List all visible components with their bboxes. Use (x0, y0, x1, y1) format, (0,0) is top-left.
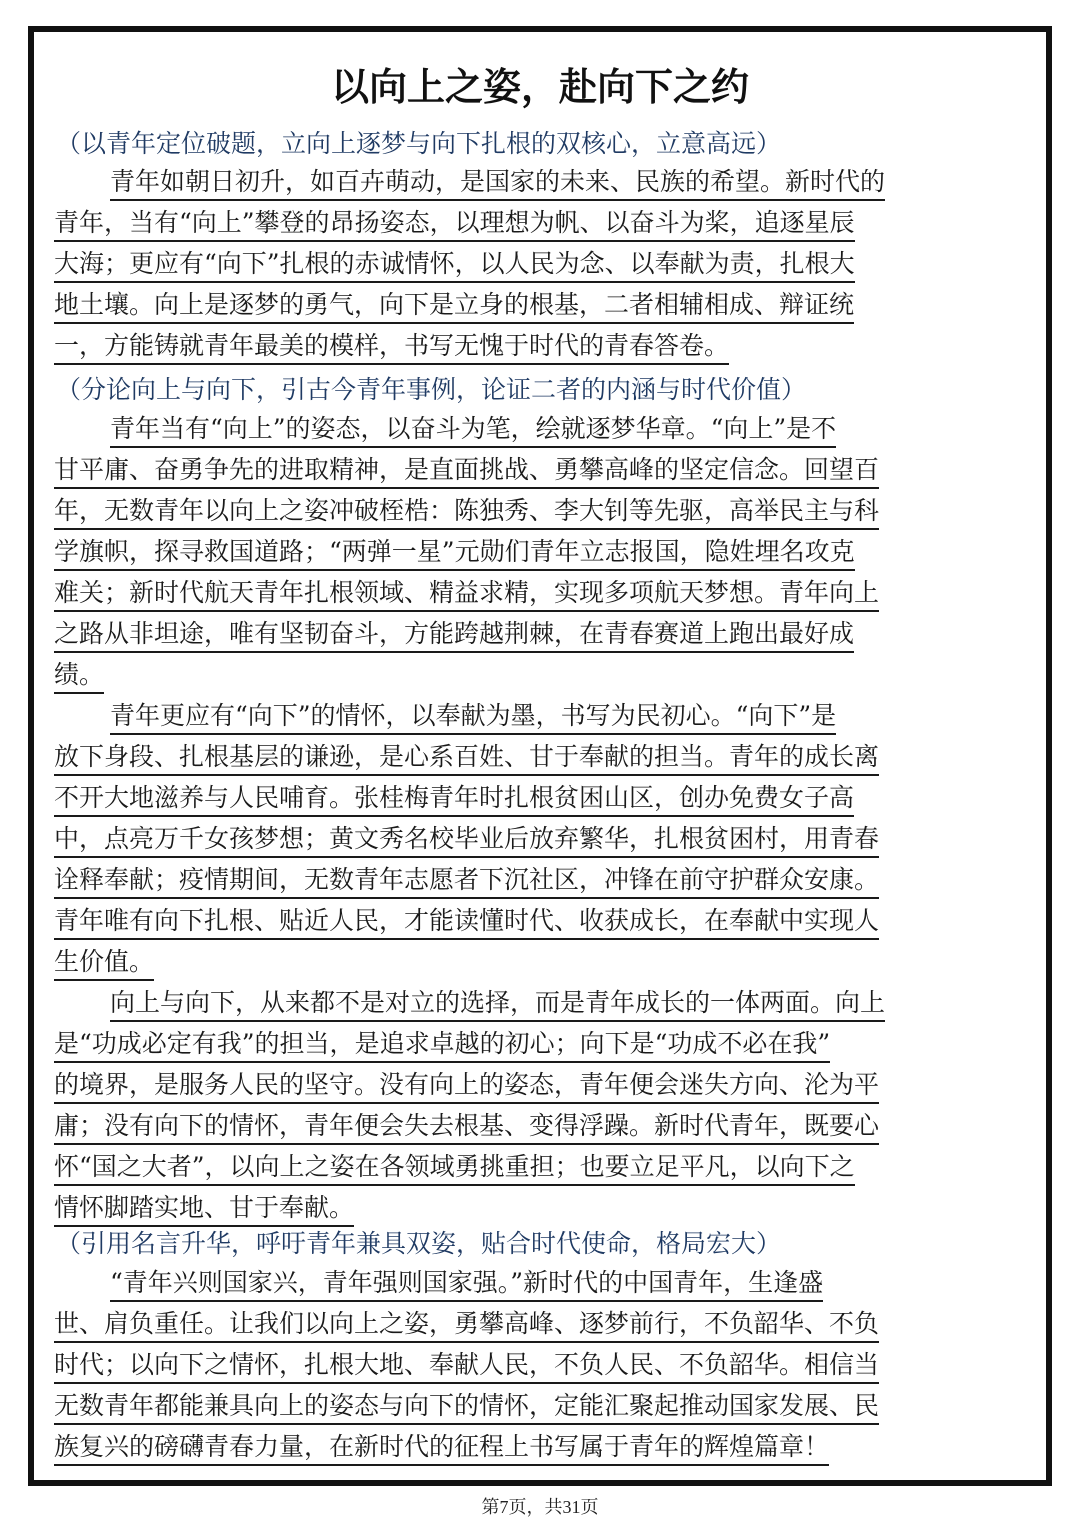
essay-title: 以向上之姿，赴向下之约 (330, 65, 749, 109)
text-line: 诠释奉献；疫情期间，无数青年志愿者下沉社区，冲锋在前守护群众安康。 (54, 859, 1018, 900)
text-line: 大海；更应有“向下”扎根的赤诚情怀，以人民为念、以奉献为责，扎根大 (54, 243, 1018, 284)
text-line: 地土壤。向上是逐梦的勇气，向下是立身的根基，二者相辅相成、辩证统 (54, 284, 1018, 325)
text-line: 青年唯有向下扎根、贴近人民，才能读懂时代、收获成长，在奉献中实现人 (54, 900, 1018, 941)
text-line: 放下身段、扎根基层的谦逊，是心系百姓、甘于奉献的担当。青年的成长离 (54, 736, 1018, 777)
annotation-note-2: （分论向上与向下，引古今青年事例，论证二者的内涵与时代价值） (56, 375, 807, 404)
text-line: 怀“国之大者”，以向上之姿在各领域勇挑重担；也要立足平凡，以向下之 (54, 1146, 1018, 1187)
text-line: 庸；没有向下的情怀，青年便会失去根基、变得浮躁。新时代青年，既要心 (54, 1105, 1018, 1146)
text-line: “青年兴则国家兴，青年强则国家强。”新时代的中国青年，生逢盛 (54, 1262, 1018, 1303)
text-line: 生价值。 (54, 941, 1018, 982)
text-line: 情怀脚踏实地、甘于奉献。 (54, 1187, 1018, 1228)
text-line: 族复兴的磅礴青春力量，在新时代的征程上书写属于青年的辉煌篇章！ (54, 1426, 1018, 1467)
text-line: 青年当有“向上”的姿态，以奋斗为笔，绘就逐梦华章。“向上”是不 (54, 408, 1018, 449)
page-number: 第7页，共31页 (481, 1497, 599, 1517)
text-line: 中，点亮万千女孩梦想；黄文秀名校毕业后放弃繁华，扎根贫困村，用青春 (54, 818, 1018, 859)
text-line: 向上与向下，从来都不是对立的选择，而是青年成长的一体两面。向上 (54, 982, 1018, 1023)
paragraph-3 (54, 695, 1018, 982)
text-line: 青年更应有“向下”的情怀，以奉献为墨，书写为民初心。“向下”是 (54, 695, 1018, 736)
text-line: 无数青年都能兼具向上的姿态与向下的情怀，定能汇聚起推动国家发展、民 (54, 1385, 1018, 1426)
text-line: 青年，当有“向上”攀登的昂扬姿态，以理想为帆、以奋斗为桨，追逐星辰 (54, 202, 1018, 243)
paragraph-2 (54, 408, 1018, 695)
text-line: 时代；以向下之情怀，扎根大地、奉献人民，不负人民、不负韶华。相信当 (54, 1344, 1018, 1385)
text-line: 学旗帜，探寻救国道路；“两弹一星”元勋们青年立志报国，隐姓埋名攻克 (54, 531, 1018, 572)
text-line: 不开大地滋养与人民哺育。张桂梅青年时扎根贫困山区，创办免费女子高 (54, 777, 1018, 818)
text-line: 青年如朝日初升，如百卉萌动，是国家的未来、民族的希望。新时代的 (54, 161, 1018, 202)
text-line: 年，无数青年以向上之姿冲破桎梏：陈独秀、李大钊等先驱，高举民主与科 (54, 490, 1018, 531)
text-line: 的境界，是服务人民的坚守。没有向上的姿态，青年便会迷失方向、沦为平 (54, 1064, 1018, 1105)
text-line: 难关；新时代航天青年扎根领域、精益求精，实现多项航天梦想。青年向上 (54, 572, 1018, 613)
text-line: 一，方能铸就青年最美的模样，书写无愧于时代的青春答卷。 (54, 325, 1018, 366)
text-line: 绩。 (54, 654, 1018, 695)
text-line: 之路从非坦途，唯有坚韧奋斗，方能跨越荆棘，在青春赛道上跑出最好成 (54, 613, 1018, 654)
annotation-note-3: （引用名言升华，呼吁青年兼具双姿，贴合时代使命，格局宏大） (56, 1229, 782, 1258)
page-frame (28, 26, 1052, 1486)
paragraph-4 (54, 982, 1018, 1228)
paragraph-1 (54, 161, 1018, 366)
text-line: 甘平庸、奋勇争先的进取精神，是直面挑战、勇攀高峰的坚定信念。回望百 (54, 449, 1018, 490)
text-line: 是“功成必定有我”的担当，是追求卓越的初心；向下是“功成不必在我” (54, 1023, 1018, 1064)
paragraph-5 (54, 1262, 1018, 1467)
annotation-note-1: （以青年定位破题，立向上逐梦与向下扎根的双核心，立意高远） (56, 129, 782, 158)
text-line: 世、肩负重任。让我们以向上之姿，勇攀高峰、逐梦前行，不负韶华、不负 (54, 1303, 1018, 1344)
